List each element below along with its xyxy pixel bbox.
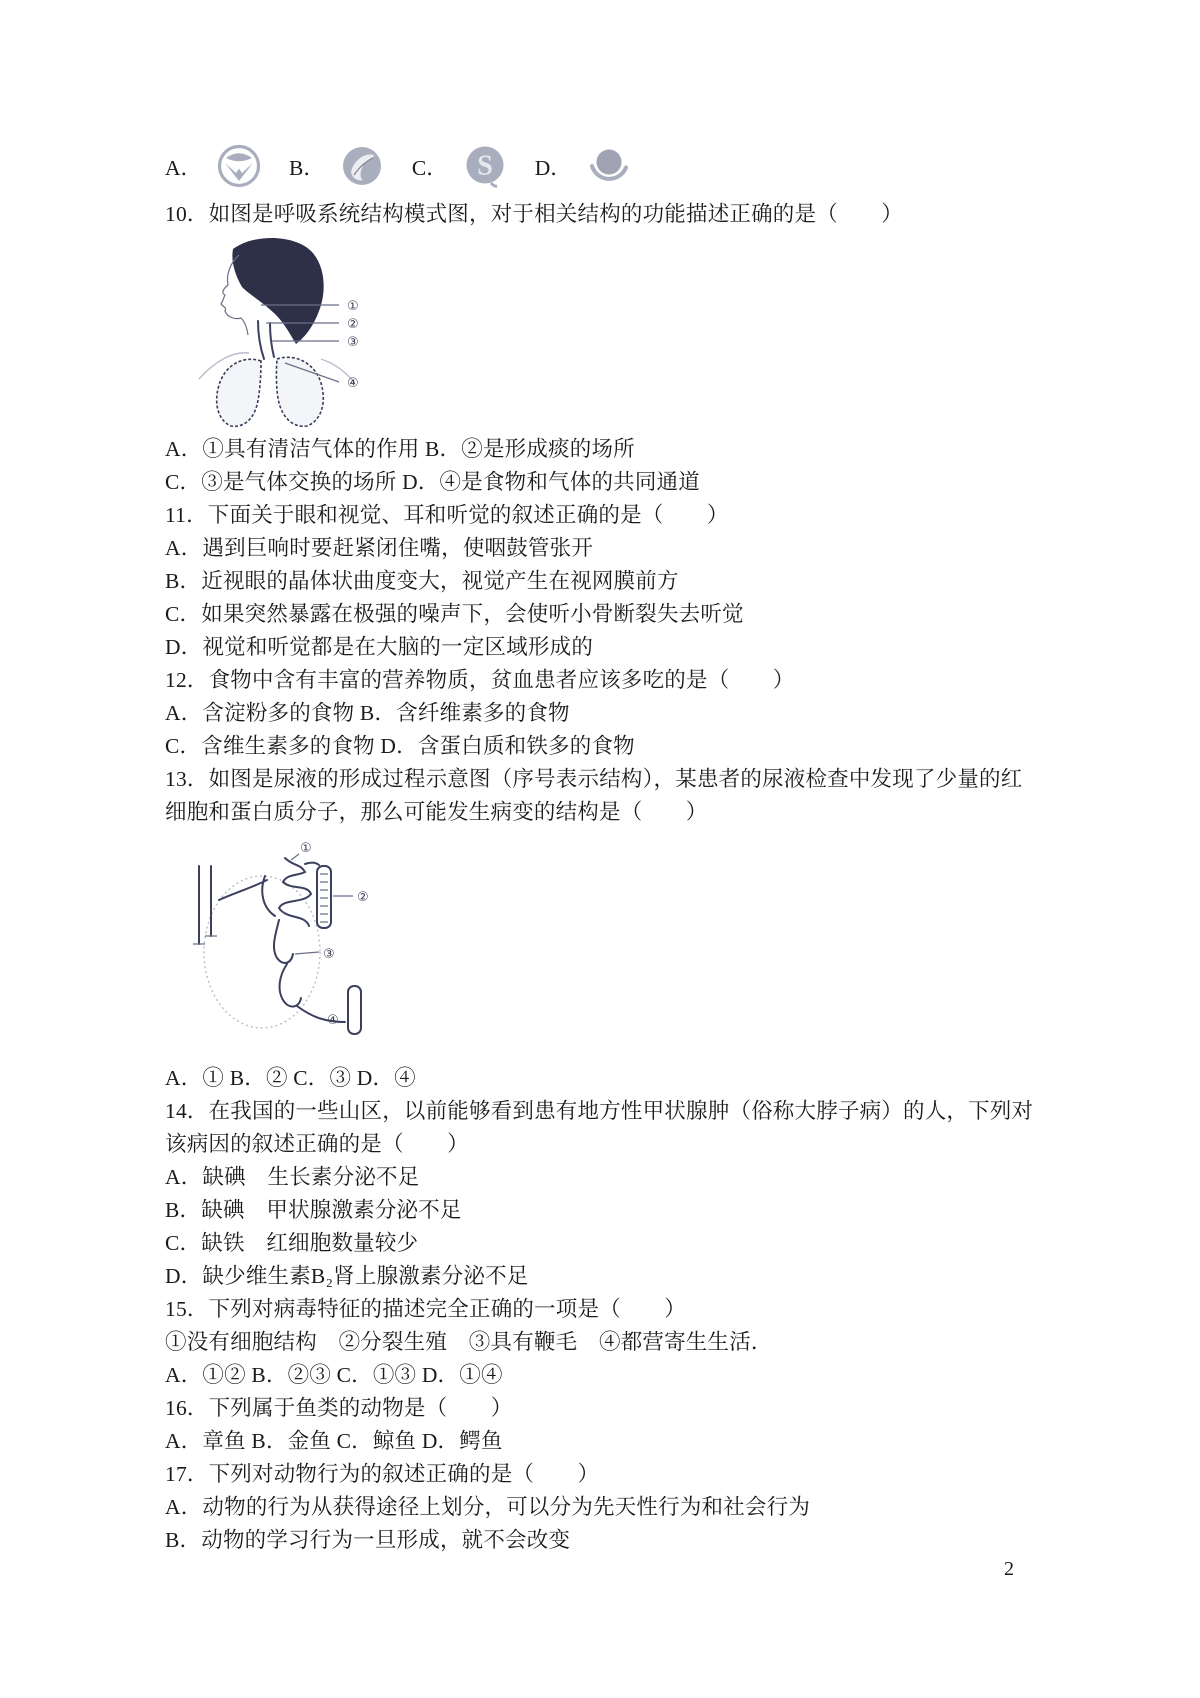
afferent-arteriole — [219, 880, 267, 900]
q11-option-d: D．视觉和听觉都是在大脑的一定区域形成的 — [165, 635, 594, 659]
q11-stem: 11．下面关于眼和视觉、耳和听觉的叙述正确的是（ ） — [165, 503, 729, 527]
resp-callout-2: ② — [347, 317, 359, 332]
urine-callout-2: ② — [357, 890, 369, 905]
q16-stem: 16．下列属于鱼类的动物是（ ） — [165, 1396, 513, 1420]
urine-callout-3: ③ — [323, 947, 335, 962]
respiratory-system-diagram — [173, 233, 375, 431]
bowmans-capsule-arc — [262, 876, 275, 916]
urine-callout-1: ① — [300, 841, 312, 856]
q11-option-c: C．如果突然暴露在极强的噪声下，会使听小骨断裂失去听觉 — [165, 602, 744, 626]
q11-option-b: B．近视眼的晶体状曲度变大，视觉产生在视网膜前方 — [165, 569, 679, 593]
tube-to-duct — [305, 863, 319, 865]
left-vessel-tube — [199, 866, 211, 944]
q9-option-a-label: A． — [165, 155, 203, 180]
q14-option-b: B．缺碘 甲状腺激素分泌不足 — [165, 1198, 462, 1222]
resp-callout-4: ④ — [347, 376, 359, 391]
collecting-duct-bar — [317, 866, 331, 928]
q10-stem: 10．如图是呼吸系统结构模式图，对于相关结构的功能描述正确的是（ ） — [165, 202, 904, 226]
letter-s-circle-logo-icon — [461, 142, 509, 190]
q12-options-cd: C．含维生素多的食物 D．含蛋白质和铁多的食物 — [165, 734, 635, 758]
q13-stem-line2: 细胞和蛋白质分子，那么可能发生病变的结构是（ ） — [165, 800, 708, 824]
q17-option-b: B．动物的学习行为一旦形成，就不会改变 — [165, 1528, 571, 1552]
q14-option-c: C．缺铁 红细胞数量较少 — [165, 1231, 419, 1255]
resp-callout-3: ③ — [347, 335, 359, 350]
q9-options-row — [165, 138, 1050, 194]
trachea-left-line — [258, 321, 264, 359]
q9-option-c-label: C． — [411, 155, 448, 180]
leaf-swirl-circle-logo-icon — [338, 142, 386, 190]
q17-option-a: A．动物的行为从获得途径上划分，可以分为先天性行为和社会行为 — [165, 1495, 811, 1519]
q9-option-b-label: B． — [289, 155, 325, 180]
q9-option-d-label: D． — [534, 155, 572, 180]
q16-options-abcd: A．章鱼 B．金鱼 C．鲸鱼 D．鳄鱼 — [165, 1429, 503, 1453]
logo-s-glyph: S — [476, 150, 493, 182]
q14-option-d: D．缺少维生素B₂肾上腺激素分泌不足 — [165, 1264, 529, 1288]
duct-hatching — [320, 874, 328, 922]
q10-options-ab: A．①具有清洁气体的作用 B．②是形成痰的场所 — [165, 437, 635, 461]
resp-callout-1: ① — [347, 299, 359, 314]
trachea-right-line — [270, 323, 274, 357]
urine-formation-nephron-diagram — [167, 834, 399, 1058]
q14-stem-line2: 该病因的叙述正确的是（ ） — [165, 1132, 469, 1156]
q11-option-a: A．遇到巨响时要赶紧闭住嘴，使咽鼓管张开 — [165, 536, 594, 560]
urine-callout-line-3 — [295, 952, 319, 954]
q13-stem-line1: 13．如图是尿液的形成过程示意图（序号表示结构），某患者的尿液检查中发现了少量的红 — [165, 767, 1023, 791]
q12-stem: 12．食物中含有丰富的营养物质，贫血患者应该多吃的是（ ） — [165, 668, 795, 692]
ureter-bar — [348, 986, 361, 1034]
page-number: 2 — [1004, 1558, 1014, 1580]
q15-items: ①没有细胞结构 ②分裂生殖 ③具有鞭毛 ④都营寄生生活． — [165, 1330, 773, 1354]
glomerulus-coil — [279, 858, 311, 926]
urine-callout-4: ④ — [327, 1013, 339, 1028]
q14-option-a: A．缺碘 生长素分泌不足 — [165, 1165, 420, 1189]
dot-crescent-logo-icon — [585, 142, 633, 190]
winged-v-circle-logo-icon — [215, 142, 263, 190]
q15-stem: 15．下列对病毒特征的描述完全正确的一项是（ ） — [165, 1297, 687, 1321]
q12-options-ab: A．含淀粉多的食物 B．含纤维素多的食物 — [165, 701, 570, 725]
q14-stem-line1: 14．在我国的一些山区，以前能够看到患有地方性甲状腺肿（俗称大脖子病）的人，下列对 — [165, 1099, 1034, 1123]
q17-stem: 17．下列对动物行为的叙述正确的是（ ） — [165, 1462, 600, 1486]
renal-tubule-lower — [280, 964, 301, 1007]
q13-options-abcd: A．① B．② C．③ D．④ — [165, 1066, 416, 1090]
left-lung-shape — [217, 359, 261, 426]
q15-options-abcd: A．①② B．②③ C．①③ D．①④ — [165, 1363, 503, 1387]
urine-callout-line-1 — [291, 854, 299, 860]
q10-options-cd: C．③是气体交换的场所 D．④是食物和气体的共同通道 — [165, 470, 700, 494]
renal-tubule-upper — [274, 920, 293, 963]
